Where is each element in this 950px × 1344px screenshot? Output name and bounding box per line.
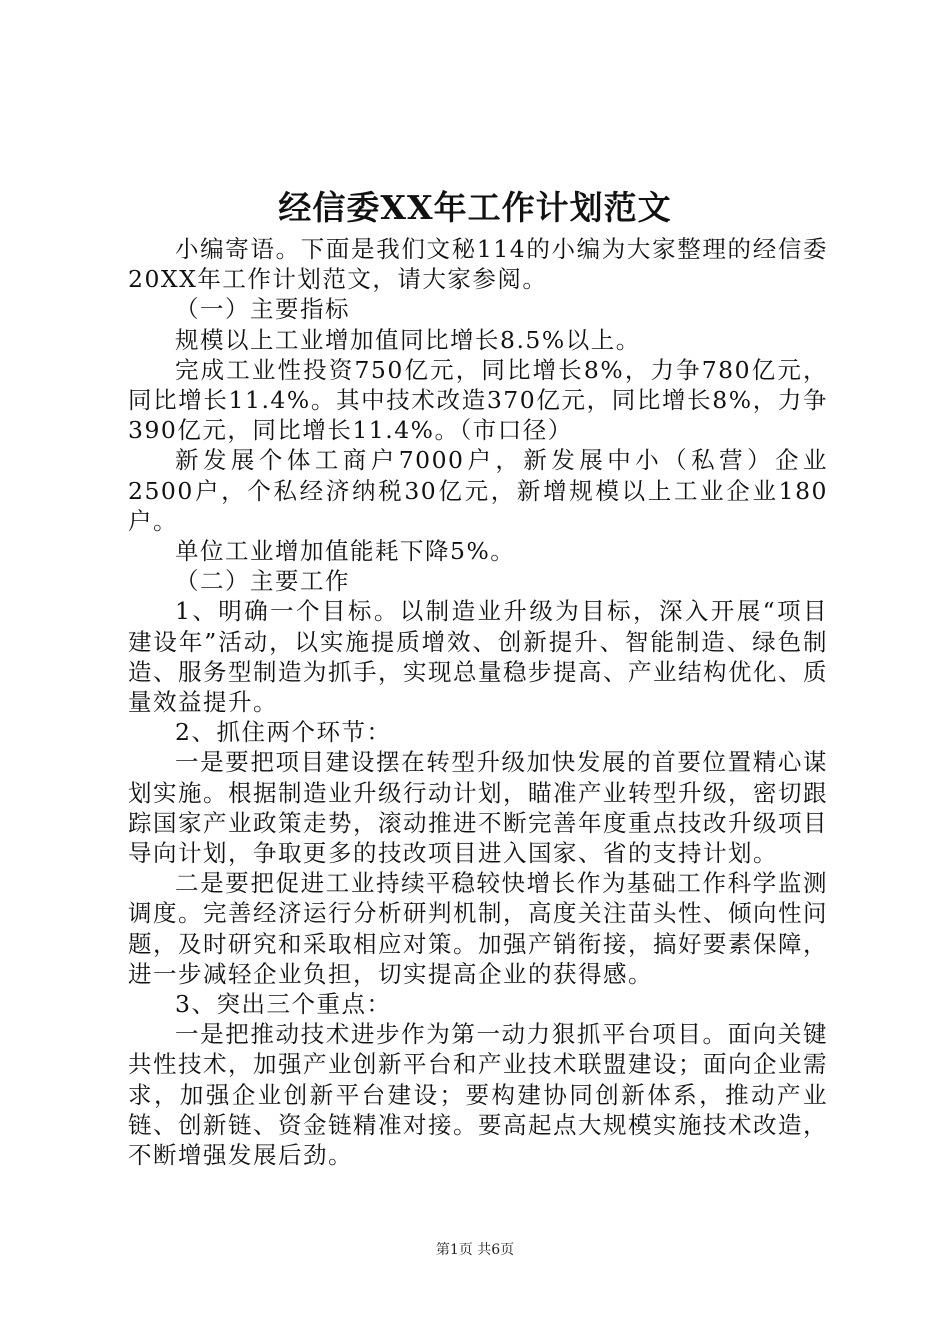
paragraph-energy: 单位工业增加值能耗下降5%。 — [175, 537, 516, 566]
paragraph-intro: 小编寄语。下面是我们文秘114的小编为大家整理的经信委20XX年工作计划范文，请大家参阅。 — [128, 235, 828, 294]
paragraph-three-priorities-heading: 3、突出三个重点： — [175, 990, 392, 1019]
paragraph-industrial-growth: 规模以上工业增加值同比增长8.5%以上。 — [175, 325, 641, 354]
document-body — [128, 234, 828, 1170]
document-title: 经信委XX年工作计划范文 — [278, 188, 672, 227]
page-footer: 第1页 共6页 — [435, 1242, 515, 1258]
paragraph-goal: 1、明确一个目标。以制造业升级为目标，深入开展“项目建设年”活动，以实施提质增效、创新提升、智能制造、绿色制造、服务型制造为抓手，实现总量稳步提高、产业结构优化、质量效益提升。 — [128, 597, 828, 717]
paragraph-link-two: 二是要把促进工业持续平稳较快增长作为基础工作科学监测调度。完善经济运行分析研判机制，高度关注苗头性、倾向性问题，及时研究和采取相应对策。加强产销衔接，搞好要素保障，进一步减轻企业负担，切实提高企业的获得感。 — [128, 869, 828, 988]
section-heading-main-indicators: （一）主要指标 — [175, 295, 350, 324]
paragraph-link-one: 一是要把项目建设摆在转型升级加快发展的首要位置精心谋划实施。根据制造业升级行动计划，瞄准产业转型升级，密切跟踪国家产业政策走势，滚动推进不断完善年度重点技改升级项目导向计划，争取更多的技改项目进入国家、省的支持计划。 — [128, 748, 828, 868]
paragraph-two-links-heading: 2、抓住两个环节： — [175, 718, 392, 747]
section-heading-main-work: （二）主要工作 — [175, 567, 350, 596]
paragraph-priority-one: 一是把推动技术进步作为第一动力狠抓平台项目。面向关键共性技术，加强产业创新平台和产业技术联盟建设；面向企业需求，加强企业创新平台建设；要构建协同创新体系，推动产业链、创新链、资金链精准对接。要高起点大规模实施技术改造，不断增强发展后劲。 — [128, 1020, 828, 1170]
paragraph-investment: 完成工业性投资750亿元，同比增长8%，力争780亿元，同比增长11.4%。其中技术改造370亿元，同比增长8%，力争390亿元，同比增长11.4%。（市口径） — [128, 355, 828, 445]
paragraph-enterprises: 新发展个体工商户7000户，新发展中小（私营）企业2500户，个私经济纳税30亿元，新增规模以上工业企业180户。 — [128, 446, 828, 535]
